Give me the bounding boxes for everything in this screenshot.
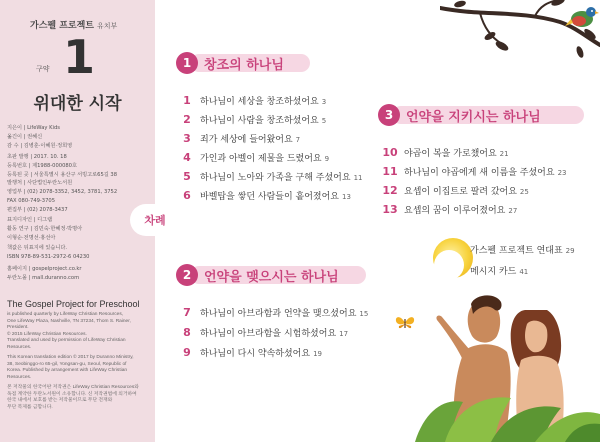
butterfly-icon — [395, 314, 415, 332]
toc-entry[interactable]: 7 하나님이 아브라함과 언약을 맺으셨어요 15 — [183, 306, 369, 319]
section-2-title: 언약을 맺으시는 하나님 — [190, 266, 366, 284]
section-2-number: 2 — [176, 264, 198, 286]
section-1-header — [176, 52, 310, 74]
toc-entry[interactable]: 9 하나님이 다시 약속하셨어요 19 — [183, 346, 322, 359]
toc-entry[interactable]: 6 바벨탑을 쌓던 사람들이 흩어졌어요 13 — [183, 189, 351, 202]
bird-icon — [565, 2, 599, 32]
web-block: 홈페이지 | gospelproject.co.kr 두란노몰 | mall.duranno.com — [7, 266, 82, 281]
sun-shadow — [434, 250, 464, 280]
publishing-block: 초판 발행 | 2017. 10. 18 등록번호 | 제1988-000080호 등록된 곳 | 서울특별시 용산구 서빙고로65길 38 발행처 | 사단법인두란노서원 영업부 | (02) 2078-3352, 3452, 3781, 3752 FAX 080-749-3705 편집부 | (02) 2078-3437 — [7, 154, 118, 213]
design-block: 표지디자인 | 디그램 활동 연구 | 김민숙·한혜정·박명아 이형순·전명선·홍선아 — [7, 217, 83, 241]
toc-entry[interactable]: 1 하나님이 세상을 창조하셨어요 3 — [183, 94, 327, 107]
section-1-number: 1 — [176, 52, 198, 74]
extra-message-cards[interactable]: 메시지 카드 41 — [470, 267, 529, 277]
book-title: 위대한 시작 — [33, 94, 122, 114]
toc-entry[interactable]: 4 가인과 아벨이 제물을 드렸어요 9 — [183, 151, 330, 164]
toc-entry[interactable]: 5 하나님이 노아와 가족을 구해 주셨어요 11 — [183, 170, 363, 183]
toc-entry[interactable]: 13 요셉의 꿈이 이루어졌어요 27 — [382, 203, 518, 216]
section-3-number: 3 — [378, 104, 400, 126]
toc-entry[interactable]: 11 하나님이 야곱에게 새 이름을 주셨어요 23 — [382, 165, 567, 178]
english-fine-print: is published quarterly by LifeWay Christian Resources, One LifeWay Plaza, Nashville, TN 37234, Thom S. Rainer, President. © 2015 LifeWay Christian Resources. Translated and used by permission of LifeWay Christian Resources. — [7, 312, 131, 350]
credits-block: 지은이 | LifeWay Kids 옮긴이 | 권혜신 감 수 | 김병훈·이혜원·정희영 — [7, 125, 73, 149]
section-2-header — [176, 264, 366, 286]
section-3-header — [378, 104, 584, 126]
toc-entry[interactable]: 2 하나님이 사람을 창조하셨어요 5 — [183, 113, 327, 126]
korean-edition-fine-print: This Korean translation edition © 2017 by Duranno Ministry, 38, Seobinggo-ro 65-gil, Yongsan-gu, Seoul, Republic of Korea. Published by arrangement with LifeWay Christian Resources. — [7, 355, 134, 380]
extra-timeline[interactable]: 가스펠 프로젝트 연대표 29 — [470, 246, 575, 256]
adam-and-eve-illustration — [415, 290, 600, 442]
toc-entry[interactable]: 8 하나님이 아브라함을 시험하셨어요 17 — [183, 326, 349, 339]
toc-entry[interactable]: 10 야곱이 복을 가로챘어요 21 — [382, 146, 509, 159]
section-3-title: 언약을 지키시는 하나님 — [392, 106, 584, 124]
section-1-title: 창조의 하나님 — [190, 54, 310, 72]
series-level: 유치부 — [97, 22, 118, 30]
toc-entry[interactable]: 3 죄가 세상에 들어왔어요 7 — [183, 132, 301, 145]
contents-label: 차례 — [130, 204, 180, 236]
volume-label: 구약 — [36, 65, 50, 73]
english-title: The Gospel Project for Preschool — [7, 299, 140, 309]
volume-number: 1 — [63, 30, 96, 84]
series-name: 가스펠 프로젝트 유치부 — [30, 21, 118, 31]
isbn-block: 책값은 뒤표지에 있습니다. ISBN 978-89-531-2972-6 04230 — [7, 245, 90, 260]
copyright-fine-print: 본 저작물의 한국어판 저작권은 LifeWay Christian Resources와 독점 계약한 두란노서원이 소유합니다. 신 저작권법에 의거하여 한국 내에서 보호를 받는 저작물이므로 무단 전재와 무단 복제를 금합니다. — [7, 385, 139, 410]
toc-entry[interactable]: 12 요셉이 이집트로 팔려 갔어요 25 — [382, 184, 529, 197]
